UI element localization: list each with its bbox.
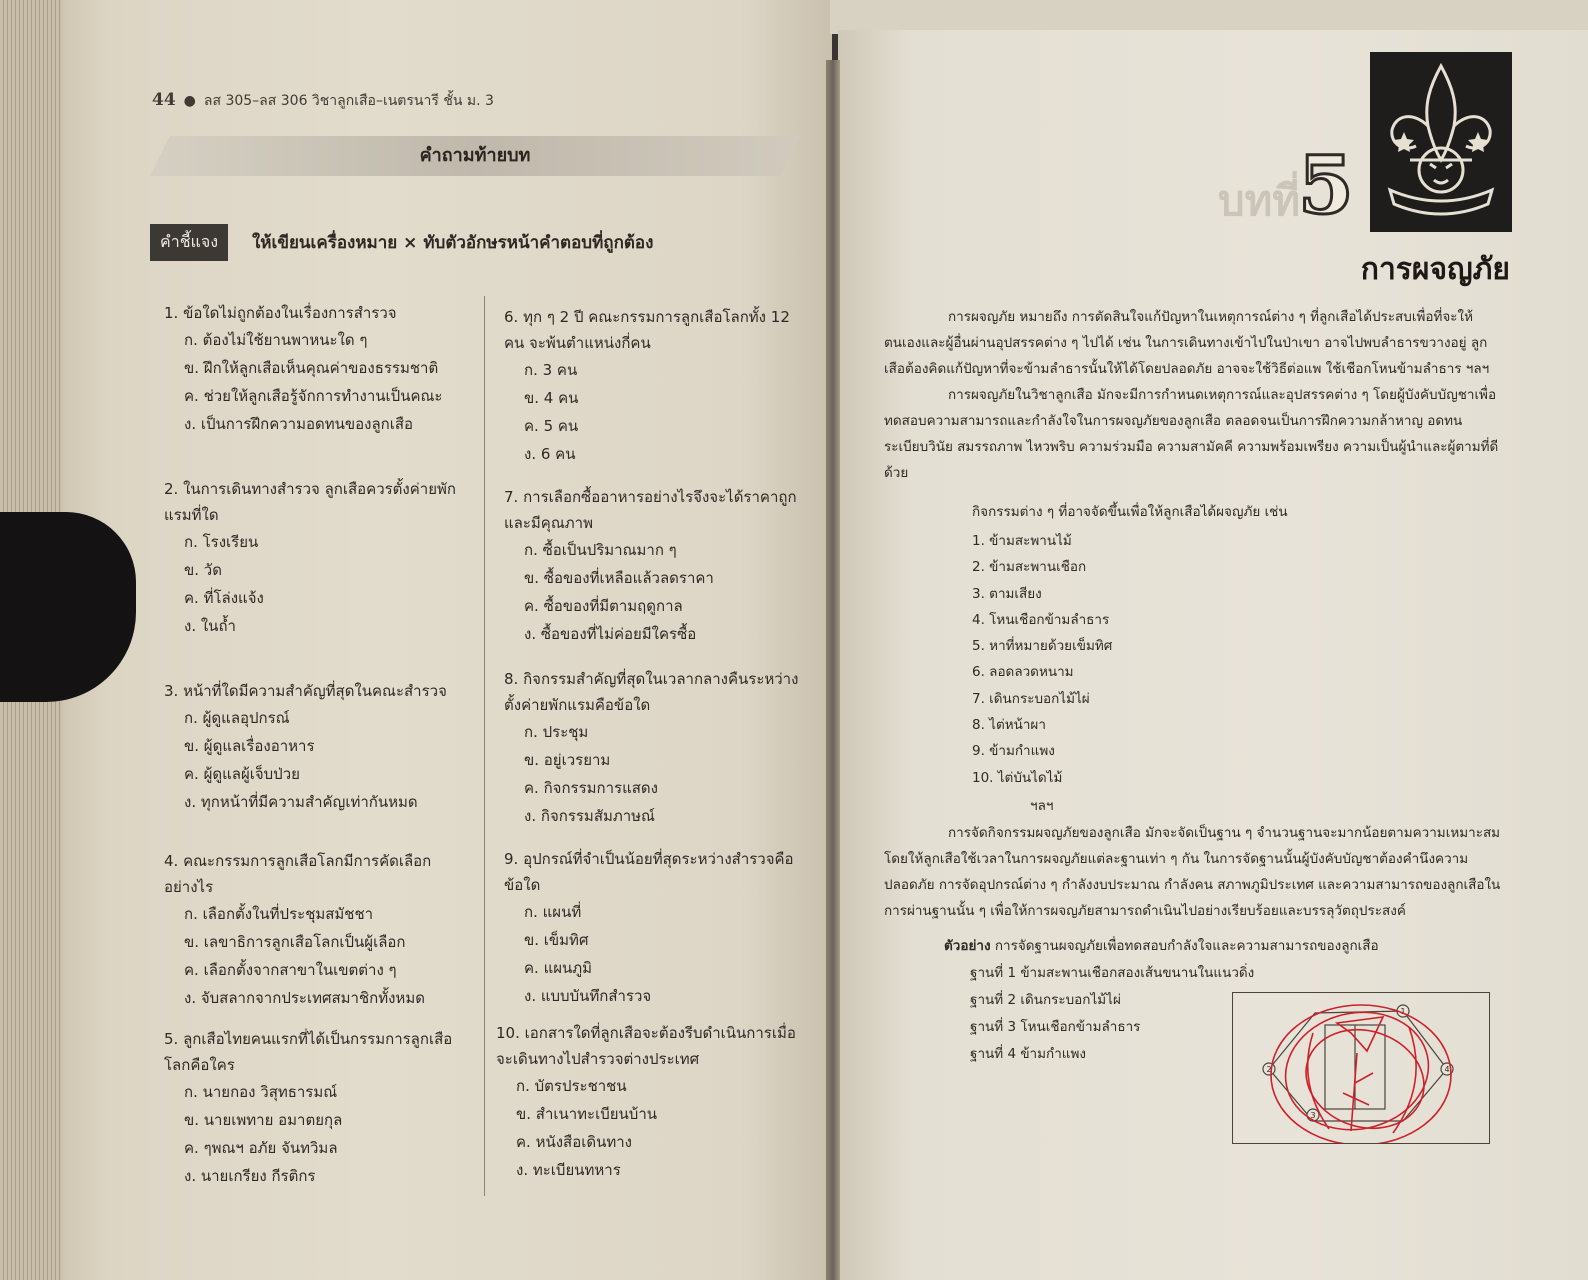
example-label: ตัวอย่าง [944, 938, 991, 954]
answer-option: ก. ซื้อเป็นปริมาณมาก ๆ [524, 541, 677, 559]
answer-option: ค. ช่วยให้ลูกเสือรู้จักการทำงานเป็นคณะ [184, 387, 443, 405]
chapter-number: 5 [1298, 138, 1354, 232]
answer-option: ข. 4 คน [524, 389, 579, 407]
question-7 [504, 484, 810, 648]
answer-option: ข. เข็มทิศ [524, 931, 589, 949]
question-10 [496, 1020, 810, 1184]
answer-option: ค. เลือกตั้งจากสาขาในเขตต่าง ๆ [184, 961, 397, 979]
diagram-node-label: 3 [1310, 1111, 1316, 1120]
answer-option: ง. ซื้อของที่ไม่ค่อยมีใครซื้อ [524, 625, 697, 643]
question-stem: 1. ข้อใดไม่ถูกต้องในเรื่องการสำรวจ [164, 304, 397, 322]
running-head [152, 90, 494, 112]
answer-option: ก. นายกอง วิสุทธารมณ์ [184, 1083, 338, 1101]
list-item: 8. ไต่หน้าผา [972, 717, 1046, 734]
section-title: คำถามท้ายบท [419, 145, 531, 166]
question-3 [164, 678, 470, 816]
question-9 [504, 846, 810, 1010]
page-number: 44 [152, 90, 176, 110]
answer-option: ง. 6 คน [524, 445, 576, 463]
instruction-label: คำชี้แจง [150, 224, 228, 261]
list-item: 9. ข้ามกำแพง [972, 743, 1055, 760]
station-item: ฐานที่ 1 ข้ามสะพานเชือกสองเส้นขนานในแนวดิ่ง [970, 965, 1255, 981]
answer-option: ค. ผู้ดูแลผู้เจ็บป่วย [184, 765, 300, 783]
paragraph-1: การผจญภัย หมายถึง การตัดสินใจแก้ปัญหาในเหตุการณ์ต่าง ๆ ที่ลูกเสือได้ประสบเพื่อที่จะให้ตนเองและผู้อื่นผ่านอุปสรรคต่าง ๆ ไปได้ เช่น ในการเดินทางเข้าไปในป่าเขา อาจไปพบลำธารขวางอยู่ ลูกเสือต้องคิดแก้ปัญหาที่จะข้ามลำธารนั้นให้ได้โดยปลอดภัย อาจจะใช้วิธีต่อแพ ใช้เชือกโหนข้ามลำธาร ฯลฯ [884, 309, 1490, 377]
answer-option: ก. โรงเรียน [184, 533, 259, 551]
example-text: การจัดฐานผจญภัยเพื่อทดสอบกำลังใจและความสามารถของลูกเสือ [994, 938, 1379, 954]
answer-option: ข. ผู้ดูแลเรื่องอาหาร [184, 737, 315, 755]
answer-option: ค. ๆพณฯ อภัย จันทวิมล [184, 1139, 338, 1157]
question-stem: 5. ลูกเสือไทยคนแรกที่ได้เป็นกรรมการลูกเสือโลกคือใคร [164, 1030, 453, 1074]
station-item: ฐานที่ 2 เดินกระบอกไม้ไผ่ [970, 992, 1121, 1008]
answer-option: ก. ต้องไม่ใช้ยานพาหนะใด ๆ [184, 331, 368, 349]
question-8 [504, 666, 810, 830]
fleur-de-lis-icon [1370, 52, 1512, 232]
question-4 [164, 848, 470, 1012]
answer-option: ค. ซื้อของที่มีตามฤดูกาล [524, 597, 683, 615]
answer-option: ค. แผนภูมิ [524, 959, 593, 977]
list-item: 7. เดินกระบอกไม้ไผ่ [972, 690, 1090, 707]
running-head-text: ลส 305–ลส 306 วิชาลูกเสือ–เนตรนารี ชั้น ม. 3 [203, 93, 494, 109]
diagram-node-label: 4 [1444, 1065, 1450, 1074]
answer-option: ง. ทุกหน้าที่มีความสำคัญเท่ากันหมด [184, 793, 418, 811]
list-item: 6. ลอดลวดหนาม [972, 664, 1074, 681]
stations-diagram-figure [1233, 993, 1489, 1143]
example-heading [944, 934, 1379, 956]
answer-option: ข. นายเพทาย อมาตยกุล [184, 1111, 343, 1129]
answer-option: ค. หนังสือเดินทาง [516, 1133, 632, 1151]
bullet-icon: ● [183, 93, 196, 109]
answer-option: ก. 3 คน [524, 361, 578, 379]
instruction-text: ให้เขียนเครื่องหมาย × ทับตัวอักษรหน้าคำตอบที่ถูกต้อง [252, 233, 654, 253]
question-stem: 10. เอกสารใดที่ลูกเสือจะต้องรีบดำเนินการเมื่อจะเดินทางไปสำรวจต่างประเทศ [496, 1024, 796, 1068]
answer-option: ก. เลือกตั้งในที่ประชุมสมัชชา [184, 905, 374, 923]
answer-option: ข. ซื้อของที่เหลือแล้วลดราคา [524, 569, 714, 587]
answer-option: ง. เป็นการฝึกความอดทนของลูกเสือ [184, 415, 414, 433]
answer-option: ข. ฝึกให้ลูกเสือเห็นคุณค่าของธรรมชาติ [184, 359, 439, 377]
answer-option: ง. ทะเบียนทหาร [516, 1161, 621, 1179]
answer-option: ก. แผนที่ [524, 903, 582, 921]
answer-option: ง. แบบบันทึกสำรวจ [524, 987, 652, 1005]
question-6 [504, 304, 810, 468]
background-gap [830, 0, 1588, 34]
question-stem: 2. ในการเดินทางสำรวจ ลูกเสือควรตั้งค่ายพักแรมที่ใด [164, 480, 456, 524]
question-stem: 8. กิจกรรมสำคัญที่สุดในเวลากลางคืนระหว่างตั้งค่ายพักแรมคือข้อใด [504, 670, 799, 714]
answer-option: ข. สำเนาทะเบียนบ้าน [516, 1105, 658, 1123]
question-stem: 4. คณะกรรมการลูกเสือโลกมีการคัดเลือกอย่างไร [164, 852, 432, 896]
question-1 [164, 300, 470, 438]
list-item: 1. ข้ามสะพานไม้ [972, 533, 1072, 549]
station-item: ฐานที่ 4 ข้ามกำแพง [970, 1046, 1086, 1062]
list-item: 10. ไต่บันไดไม้ [972, 769, 1063, 786]
list-item: 3. ตามเสียง [972, 585, 1042, 602]
answer-option: ข. เลขาธิการลูกเสือโลกเป็นผู้เลือก [184, 933, 406, 951]
book-spine [826, 60, 840, 1280]
paragraph-2: การผจญภัยในวิชาลูกเสือ มักจะมีการกำหนดเหตุการณ์และอุปสรรคต่าง ๆ โดยผู้บังคับบัญชาเพื่อทดสอบความสามารถและกำลังใจในการผจญภัยของลูกเสือ ตลอดจนเป็นการฝึกความกล้าหาญ อดทน ระเบียบวินัย สมรรถภาพ ไหวพริบ ความร่วมมือ ความสามัคคี ความพร้อมเพรียง ความเป็นผู้นำและผู้ตามที่ดีด้วย [884, 387, 1499, 481]
answer-option: ข. วัด [184, 561, 222, 579]
stations-diagram [1232, 992, 1490, 1144]
answer-option: ค. 5 คน [524, 417, 579, 435]
answer-option: ค. กิจกรรมการแสดง [524, 779, 658, 797]
station-item: ฐานที่ 3 โหนเชือกข้ามลำธาร [970, 1019, 1141, 1035]
activities-intro: กิจกรรมต่าง ๆ ที่อาจจัดขึ้นเพื่อให้ลูกเสือได้ผจญภัย เช่น [972, 504, 1288, 520]
answer-option: ก. บัตรประชาชน [516, 1077, 627, 1095]
chapter-label: บทที่ [1218, 176, 1301, 225]
answer-option: ค. ที่โล่งแจ้ง [184, 589, 264, 607]
paragraph-3: การจัดกิจกรรมผจญภัยของลูกเสือ มักจะจัดเป็นฐาน ๆ จำนวนฐานจะมากน้อยตามความเหมาะสม โดยให้ลูกเสือใช้เวลาในการผจญภัยแต่ละฐานเท่า ๆ กัน ในการจัดฐานนั้นผู้บังคับบัญชาต้องคำนึงความปลอดภัย การจัดอุปกรณ์ต่าง ๆ กำลังงบประมาณ กำลังคน สภาพภูมิประเทศ และความสามารถของลูกเสือในการผ่านฐานนั้น ๆ เพื่อให้การผจญภัยสามารถดำเนินไปอย่างเรียบร้อยและบรรลุวัตถุประสงค์ [884, 825, 1501, 919]
answer-option: ก. ผู้ดูแลอุปกรณ์ [184, 709, 290, 727]
question-stem: 3. หน้าที่ใดมีความสำคัญที่สุดในคณะสำรวจ [164, 682, 447, 700]
question-stem: 7. การเลือกซื้ออาหารอย่างไรจึงจะได้ราคาถูกและมีคุณภาพ [504, 488, 797, 532]
list-item: 5. หาที่หมายด้วยเข็มทิศ [972, 638, 1113, 655]
question-2 [164, 476, 470, 640]
chapter-title: การผจญภัย [1360, 252, 1510, 287]
answer-option: ง. กิจกรรมสัมภาษณ์ [524, 807, 655, 825]
question-stem: 6. ทุก ๆ 2 ปี คณะกรรมการลูกเสือโลกทั้ง 12 คน จะพ้นตำแหน่งกี่คน [504, 308, 790, 352]
scout-emblem [1370, 52, 1512, 232]
activities-etc: ฯลฯ [1030, 798, 1054, 814]
answer-option: ง. ในถ้ำ [184, 617, 236, 635]
question-5 [164, 1026, 470, 1190]
stations-list [970, 960, 1254, 1068]
answer-option: ง. จับสลากจากประเทศสมาชิกทั้งหมด [184, 989, 425, 1007]
list-item: 4. โหนเชือกข้ามลำธาร [972, 611, 1110, 628]
answer-option: ก. ประชุม [524, 723, 589, 741]
answer-option: ข. อยู่เวรยาม [524, 751, 611, 769]
diagram-node-label: 1 [1400, 1007, 1406, 1016]
question-stem: 9. อุปกรณ์ที่จำเป็นน้อยที่สุดระหว่างสำรวจคือข้อใด [504, 850, 794, 894]
answer-option: ง. นายเกรียง กีรติกร [184, 1167, 316, 1185]
list-item: 2. ข้ามสะพานเชือก [972, 559, 1087, 576]
diagram-node-label: 2 [1266, 1065, 1272, 1074]
column-divider [484, 296, 485, 1196]
activities-list [972, 528, 1112, 791]
